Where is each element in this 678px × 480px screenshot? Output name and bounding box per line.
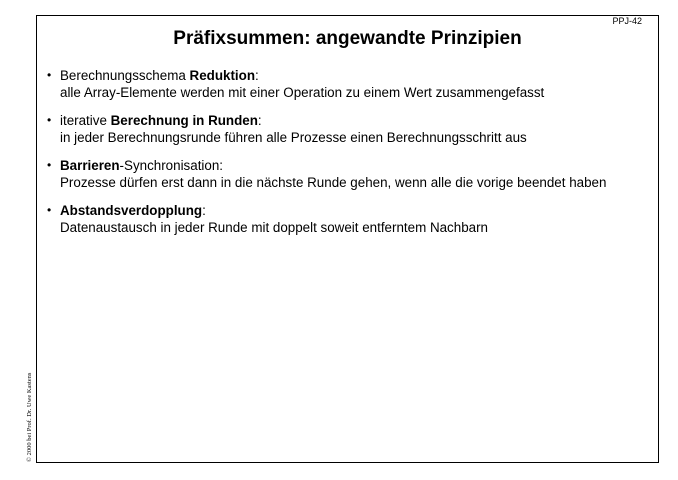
bullet-heading: Berechnungsschema Reduktion: bbox=[60, 68, 259, 83]
page-id: PPJ-42 bbox=[612, 16, 642, 26]
bullet-keyword: Reduktion bbox=[189, 68, 255, 83]
bullet-dot-icon: • bbox=[47, 68, 52, 82]
bullet-dot-icon: • bbox=[47, 158, 52, 172]
bullet-item-abstandsverdopplung bbox=[47, 202, 657, 236]
bullet-detail: Prozesse dürfen erst dann in die nächste Runde gehen, wenn alle die vorige beendet haben bbox=[60, 175, 607, 190]
bullet-heading: iterative Berechnung in Runden: bbox=[60, 113, 262, 128]
bullet-detail: Datenaustausch in jeder Runde mit doppelt soweit entferntem Nachbarn bbox=[60, 220, 489, 235]
bullet-heading: Abstandsverdopplung: bbox=[60, 203, 206, 218]
bullet-detail: in jeder Berechnungsrunde führen alle Prozesse einen Berechnungsschritt aus bbox=[60, 130, 527, 145]
bullet-keyword: Barrieren bbox=[60, 158, 120, 173]
bullet-heading: Barrieren-Synchronisation: bbox=[60, 158, 224, 173]
bullet-dot-icon: • bbox=[47, 203, 52, 217]
bullet-item-barrieren bbox=[47, 157, 657, 191]
slide-title: Präfixsummen: angewandte Prinzipien bbox=[173, 28, 522, 49]
bullet-keyword: Abstandsverdopplung bbox=[60, 203, 203, 218]
copyright-notice: © 2000 bei Prof. Dr. Uwe Kastens bbox=[26, 372, 33, 462]
bullet-item-reduktion bbox=[47, 67, 657, 101]
bullet-item-runden bbox=[47, 112, 657, 146]
bullet-dot-icon: • bbox=[47, 113, 52, 127]
bullet-keyword: Berechnung in Runden bbox=[110, 113, 258, 128]
bullet-detail: alle Array-Elemente werden mit einer Operation zu einem Wert zusammengefasst bbox=[60, 85, 545, 100]
bullet-list bbox=[47, 67, 657, 247]
